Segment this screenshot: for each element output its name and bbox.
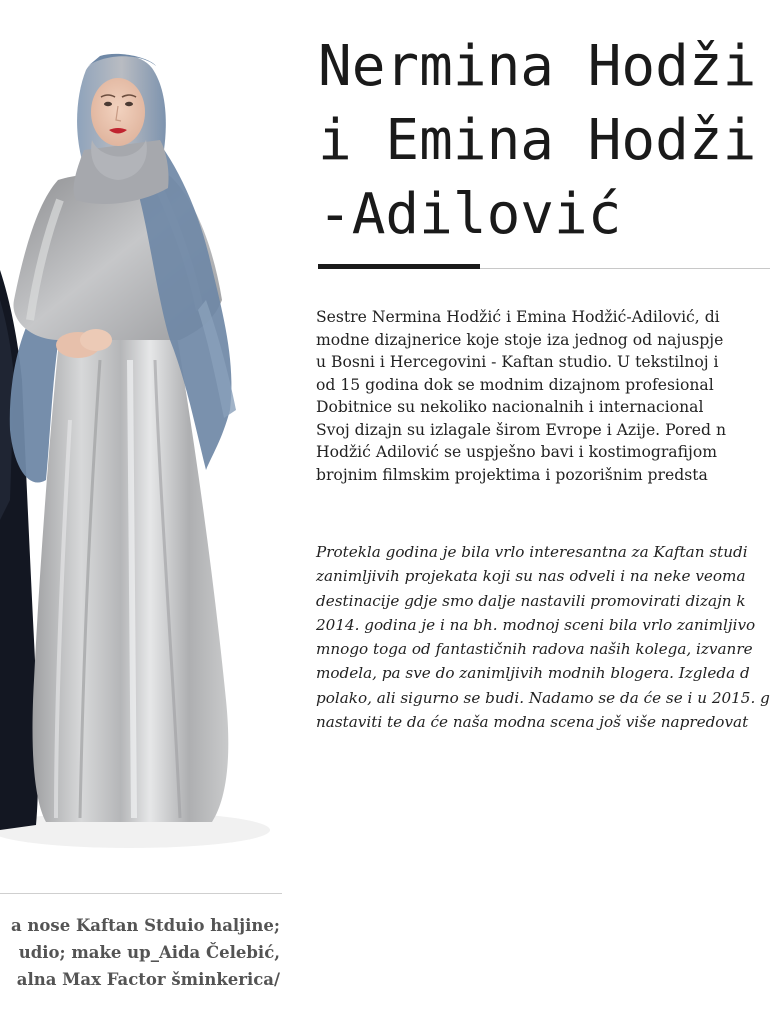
quote-line: zanimljivih projekata koji su nas odveli i na neke veoma	[316, 567, 746, 586]
fashion-photo-illustration	[0, 0, 285, 890]
bio-line: od 15 godina dok se modnim dizajnom profesional	[316, 375, 714, 394]
quote-line: modela, pa sve do zanimljivih modnih blogera. Izgleda d	[316, 664, 750, 683]
caption-divider	[0, 893, 282, 894]
bio-line: Hodžić Adilović se uspješno bavi i kostimografijom	[316, 443, 718, 461]
caption-line: a nose Kaftan Stduio haljine;	[10, 916, 280, 935]
bio-line: modne dizajnerice koje stoje iza jednog od najuspje	[316, 330, 724, 349]
title-line: i Emina Hodži	[318, 108, 757, 173]
quote-line: mnogo toga od fantastičnih radova naših kolega, izvanre	[316, 640, 753, 659]
quote-line: nastaviti te da će naša modna scena još više napredovat	[316, 713, 749, 732]
bio-line: Svoj dizajn su izlagale širom Evrope i Azije. Pored n	[316, 420, 727, 439]
quote-paragraph	[316, 540, 770, 734]
title-line: Nermina Hodži	[318, 34, 757, 99]
title-line: -Adilović	[318, 182, 622, 247]
quote-line: Protekla godina je bila vrlo interesantna za Kaftan studi	[316, 543, 748, 561]
title-accent-bar	[318, 264, 480, 269]
bio-line: Dobitnice su nekoliko nacionalnih i internacional	[316, 398, 704, 416]
bio-line: u Bosni i Hercegovini - Kaftan studio. U tekstilnoj i	[316, 353, 719, 371]
bio-paragraph	[316, 306, 726, 486]
photo-caption	[0, 912, 280, 993]
caption-line: alna Max Factor šminkerica/	[16, 970, 280, 989]
quote-line: polako, ali sigurno se budi. Nadamo se da će se i u 2015. g	[316, 688, 770, 707]
fashion-photo	[0, 0, 285, 890]
bio-line: Sestre Nermina Hodžić i Emina Hodžić-Adilović, di	[316, 308, 720, 326]
article-title	[318, 30, 756, 252]
caption-line: udio; make up_Aida Čelebić,	[18, 943, 280, 962]
bio-line: brojnim filmskim projektima i pozorišnim predsta	[316, 465, 708, 484]
quote-line: destinacije gdje smo dalje nastavili promovirati dizajn k	[316, 591, 746, 610]
quote-line: 2014. godina je i na bh. modnoj sceni bila vrlo zanimljivo	[316, 615, 756, 634]
